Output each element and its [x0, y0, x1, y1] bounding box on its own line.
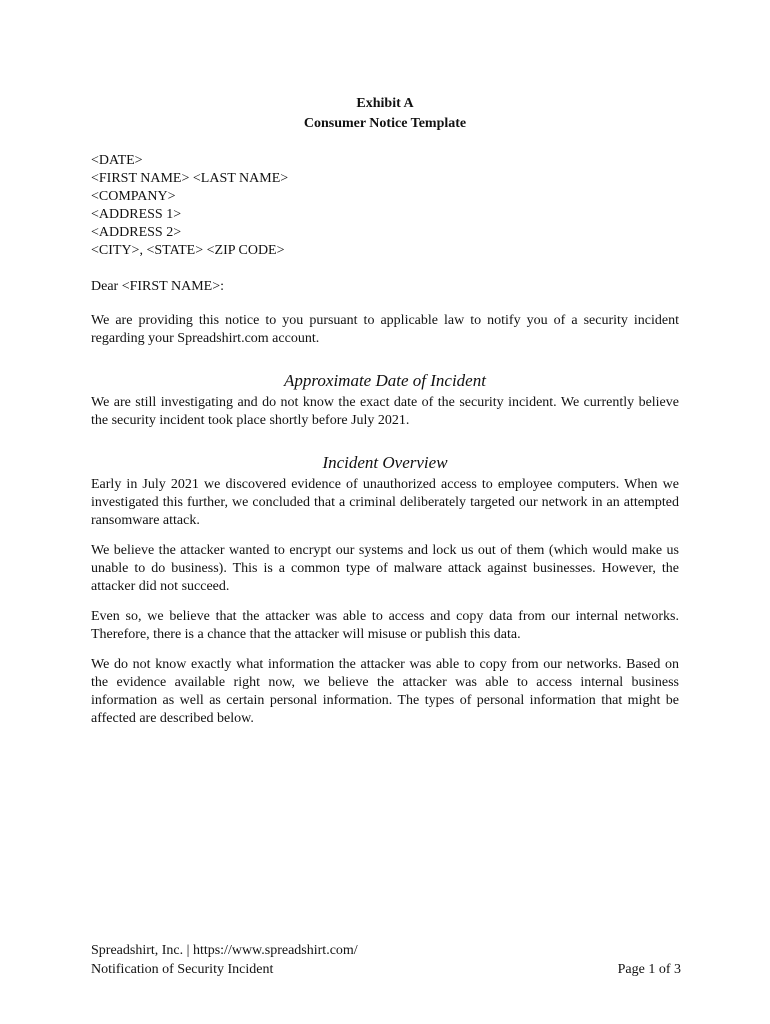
- address1-placeholder: <ADDRESS 1>: [91, 207, 182, 222]
- company-placeholder: <COMPANY>: [91, 189, 176, 204]
- address2-placeholder: <ADDRESS 2>: [91, 225, 182, 240]
- address-block: [91, 152, 679, 260]
- intro-paragraph: We are providing this notice to you pursuant to applicable law to notify you of a security incident regarding your Spreadshirt.com account.: [91, 313, 679, 346]
- document-heading: [91, 94, 679, 134]
- section-title-date: Approximate Date of Incident: [284, 371, 486, 390]
- overview-paragraph-1: Early in July 2021 we discovered evidence of unauthorized access to employee computers. When we investigated this further, we concluded that a criminal deliberately targeted our network in an attempted ransomware attack.: [91, 477, 679, 528]
- salutation: Dear <FIRST NAME>:: [91, 279, 224, 294]
- footer-row: [91, 960, 681, 979]
- overview-paragraph-4: We do not know exactly what information the attacker was able to copy from our networks. Based on the evidence available right now, we believe the attacker was able to access internal business information as well as certain personal information. The types of personal information that might be affected are described below.: [91, 657, 679, 726]
- page-footer: [91, 941, 681, 979]
- city-state-zip-placeholder: <CITY>, <STATE> <ZIP CODE>: [91, 243, 285, 258]
- date-placeholder: <DATE>: [91, 153, 143, 168]
- footer-document-title: Notification of Security Incident: [91, 962, 274, 977]
- overview-paragraph-3: Even so, we believe that the attacker was able to access and copy data from our internal networks. Therefore, there is a chance that the attacker will misuse or publish this data.: [91, 609, 679, 642]
- section-title-overview: Incident Overview: [322, 453, 448, 472]
- document-title: Consumer Notice Template: [303, 116, 467, 131]
- document-content: [91, 94, 679, 728]
- footer-company-line: Spreadshirt, Inc. | https://www.spreadshirt.com/: [91, 943, 358, 958]
- overview-paragraph-2: We believe the attacker wanted to encrypt our systems and lock us out of them (which would make us unable to do business). This is a common type of malware attack against businesses. However, the attacker did not succeed.: [91, 543, 679, 594]
- exhibit-label: Exhibit A: [356, 96, 414, 111]
- name-placeholder: <FIRST NAME> <LAST NAME>: [91, 171, 289, 186]
- date-paragraph: We are still investigating and do not know the exact date of the security incident. We currently believe the security incident took place shortly before July 2021.: [91, 395, 679, 428]
- page-number: Page 1 of 3: [617, 962, 681, 977]
